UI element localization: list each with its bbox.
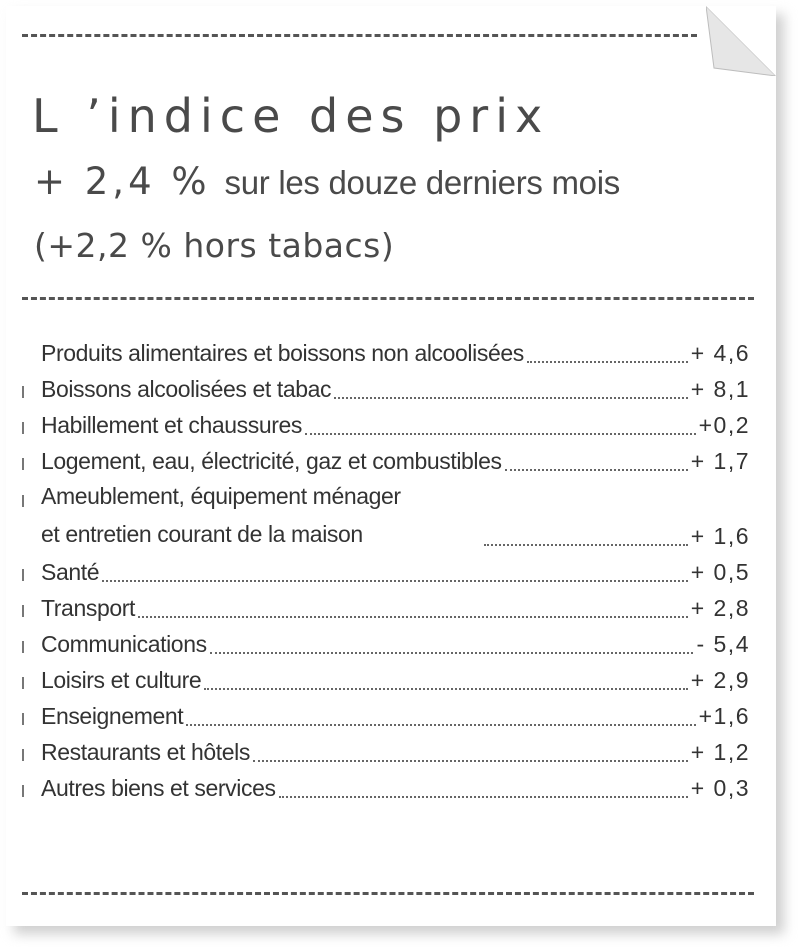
price-index-list <box>22 334 752 805</box>
list-item <box>22 733 752 769</box>
divider-bottom <box>22 892 754 895</box>
bullet-mark <box>22 386 24 398</box>
divider-middle <box>22 297 754 300</box>
item-label: Produits alimentaires et boissons non alcoolisées <box>41 339 524 366</box>
item-value: +1,6 <box>698 702 750 729</box>
item-value: + 1,7 <box>690 447 750 474</box>
item-value: +0,2 <box>698 411 750 438</box>
dot-leader <box>186 724 695 726</box>
item-label: Logement, eau, électricité, gaz et combustibles <box>41 447 502 474</box>
dot-leader <box>204 688 687 690</box>
list-item <box>22 442 752 478</box>
item-value: + 2,9 <box>690 666 750 693</box>
list-item <box>22 769 752 805</box>
dot-leader <box>210 652 694 654</box>
item-value: + 1,6 <box>690 522 750 549</box>
bullet-mark <box>22 713 24 725</box>
bullet-mark <box>22 422 24 434</box>
list-item <box>22 625 752 661</box>
item-value: + 0,5 <box>690 558 750 585</box>
item-value: + 2,8 <box>690 594 750 621</box>
item-label-line2: et entretien courant de la maison <box>41 521 363 547</box>
folded-corner-icon <box>706 6 776 76</box>
item-label: Habillement et chaussures <box>41 411 303 438</box>
dot-leader <box>253 760 688 762</box>
item-label-line1: Ameublement, équipement ménager <box>41 483 401 509</box>
divider-top <box>22 34 697 37</box>
item-label: Communications <box>41 630 207 657</box>
dot-leader <box>138 616 688 618</box>
item-value: - 5,4 <box>696 630 750 657</box>
list-item <box>22 406 752 442</box>
headline-text: sur les douze derniers mois <box>224 164 620 201</box>
list-item <box>22 478 752 553</box>
item-value: + 4,6 <box>690 339 750 366</box>
dot-leader <box>102 580 688 582</box>
bullet-mark <box>22 495 24 507</box>
list-item <box>22 697 752 733</box>
item-label: Boissons alcoolisées et tabac <box>41 375 332 402</box>
dot-leader <box>484 544 688 546</box>
bullet-mark <box>22 677 24 689</box>
item-value: + 1,2 <box>690 738 750 765</box>
item-label: Restaurants et hôtels <box>41 738 250 765</box>
headline <box>34 160 620 203</box>
bullet-mark <box>22 785 24 797</box>
item-label: Transport <box>41 594 135 621</box>
item-label: Santé <box>41 558 100 585</box>
item-label: Loisirs et culture <box>41 666 202 693</box>
dot-leader <box>305 433 696 435</box>
list-item <box>22 661 752 697</box>
page-title: L ’indice des prix <box>32 88 550 143</box>
bullet-mark <box>22 569 24 581</box>
dot-leader <box>279 796 688 798</box>
item-value: + 8,1 <box>690 375 750 402</box>
dot-leader <box>527 361 688 363</box>
item-value: + 0,3 <box>690 774 750 801</box>
bullet-mark <box>22 458 24 470</box>
list-item <box>22 370 752 406</box>
dot-leader <box>505 469 688 471</box>
item-label <box>22 477 481 553</box>
item-label: Autres biens et services <box>41 774 276 801</box>
dot-leader <box>334 397 688 399</box>
list-item <box>22 589 752 625</box>
bullet-mark <box>22 749 24 761</box>
bullet-mark <box>22 641 24 653</box>
bullet-mark <box>22 605 24 617</box>
headline-note: (+2,2 % hors tabacs) <box>34 226 395 265</box>
list-item <box>22 553 752 589</box>
item-label: Enseignement <box>41 702 184 729</box>
list-item <box>22 334 752 370</box>
headline-value: + 2,4 % <box>34 160 211 203</box>
